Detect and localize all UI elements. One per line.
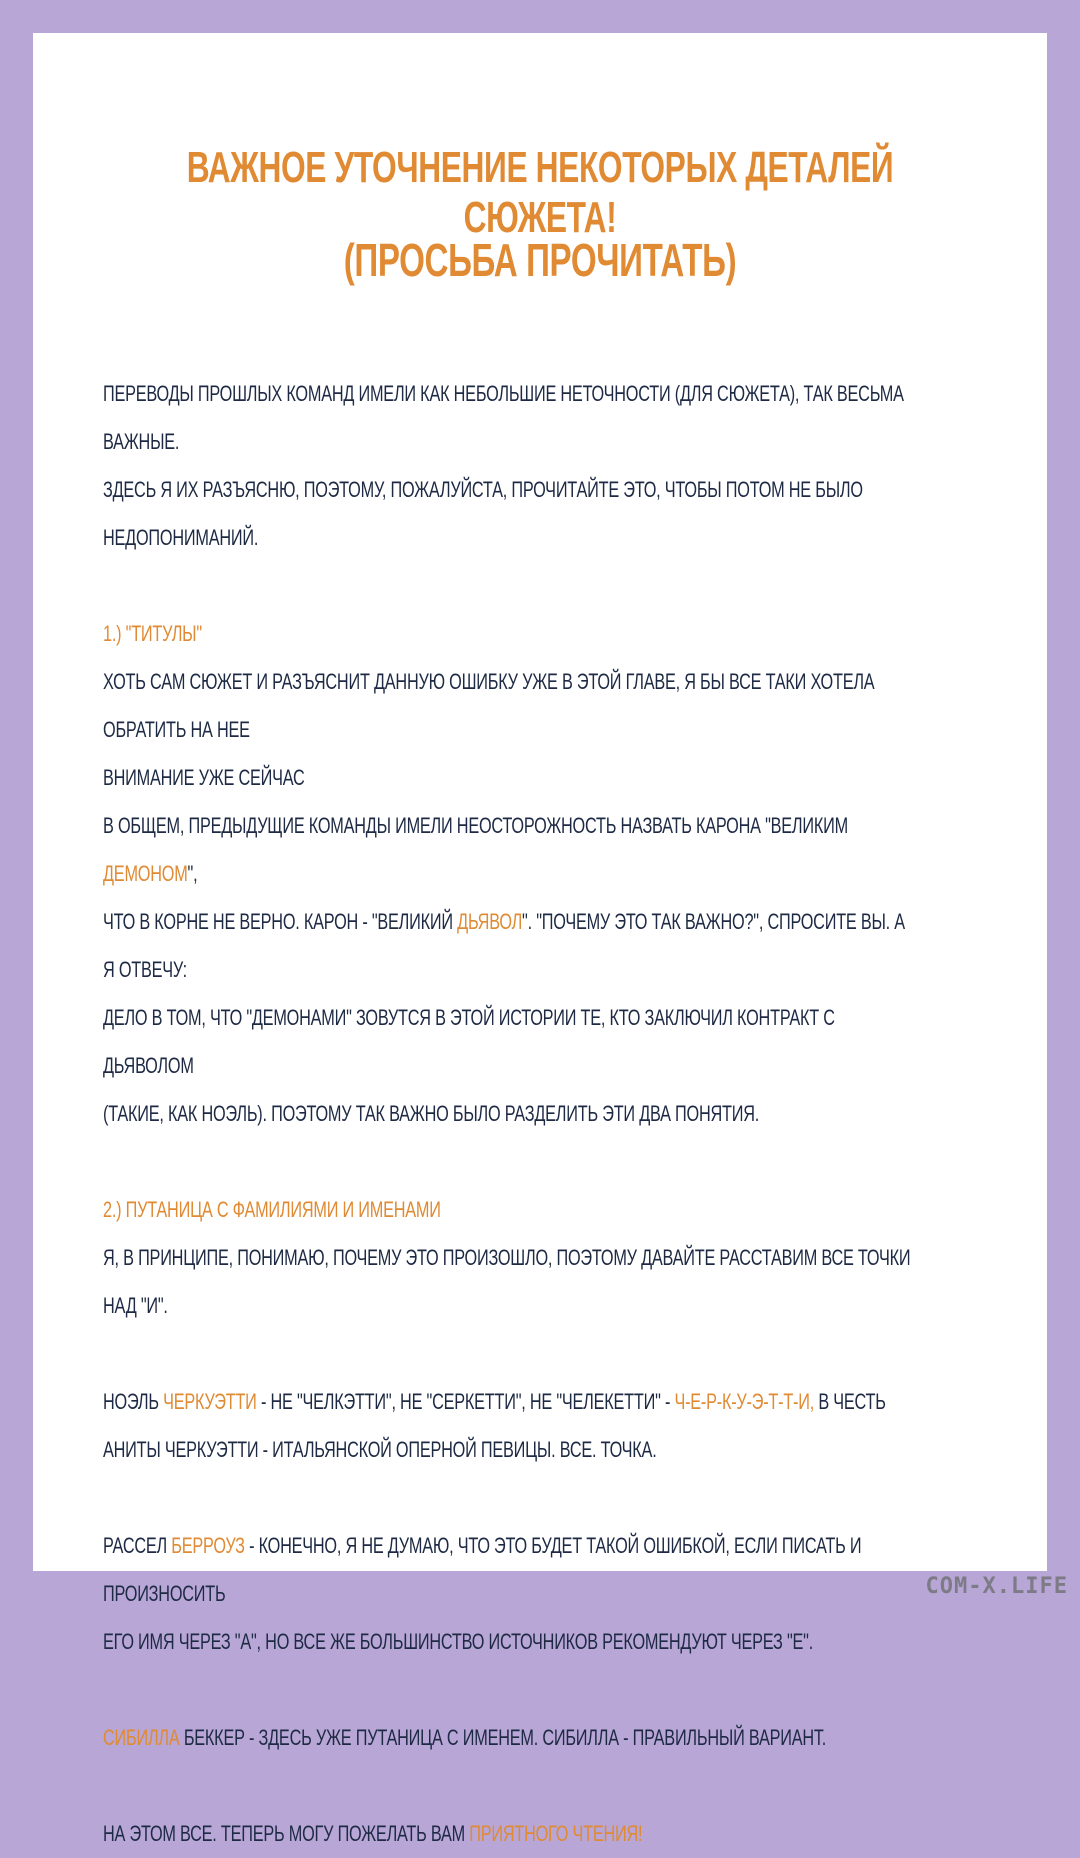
- text-span: В ЧЕСТЬ: [814, 1389, 886, 1414]
- section-1-line: [103, 898, 917, 994]
- section-1-line: [103, 802, 917, 898]
- text-span: - КОНЕЧНО, Я НЕ ДУМАЮ, ЧТО ЭТО БУДЕТ ТАКОЙ ОШИБКОЙ, ЕСЛИ ПИСАТЬ И ПРОИЗНОСИТЬ: [103, 1533, 862, 1606]
- section-1-line: ХОТЬ САМ СЮЖЕТ И РАЗЪЯСНИТ ДАННУЮ ОШИБКУ УЖЕ В ЭТОЙ ГЛАВЕ, Я БЫ ВСЕ ТАКИ ХОТЕЛА ОБРАТИТЬ НА НЕЕ: [103, 669, 875, 742]
- text-span: РАССЕЛ: [103, 1533, 172, 1558]
- section-1-line: ВНИМАНИЕ УЖЕ СЕЙЧАС: [103, 765, 305, 790]
- sibylla-line: [103, 1714, 917, 1762]
- russell-line: [103, 1522, 917, 1618]
- highlight-surname: ЧЕРКУЭТТИ: [163, 1389, 257, 1414]
- intro-line: ЗДЕСЬ Я ИХ РАЗЪЯСНЮ, ПОЭТОМУ, ПОЖАЛУЙСТА, ПРОЧИТАЙТЕ ЭТО, ЧТОБЫ ПОТОМ НЕ БЫЛО: [103, 477, 863, 502]
- text-span: В ОБЩЕМ, ПРЕДЫДУЩИЕ КОМАНДЫ ИМЕЛИ НЕОСТОРОЖНОСТЬ НАЗВАТЬ КАРОНА "ВЕЛИКИМ: [103, 813, 848, 838]
- text-span: НОЭЛЬ: [103, 1389, 164, 1414]
- text-span: - НЕ "ЧЕЛКЭТТИ", НЕ "СЕРКЕТТИ", НЕ "ЧЕЛЕКЕТТИ" -: [256, 1389, 675, 1414]
- highlight-name: СИБИЛЛА: [103, 1725, 180, 1750]
- section-1-heading: 1.) "ТИТУЛЫ": [103, 621, 202, 646]
- text-span: БЕККЕР - ЗДЕСЬ УЖЕ ПУТАНИЦА С ИМЕНЕМ. СИБИЛЛА - ПРАВИЛЬНЫЙ ВАРИАНТ.: [179, 1725, 827, 1750]
- text-span: НА ЭТОМ ВСЕ. ТЕПЕРЬ МОГУ ПОЖЕЛАТЬ ВАМ: [103, 1821, 470, 1846]
- intro-line: ПЕРЕВОДЫ ПРОШЛЫХ КОМАНД ИМЕЛИ КАК НЕБОЛЬШИЕ НЕТОЧНОСТИ (ДЛЯ СЮЖЕТА), ТАК ВЕСЬМА ВАЖНЫЕ.: [103, 381, 904, 454]
- watermark: COM-X.LIFE: [925, 1574, 1068, 1599]
- text-span: ",: [187, 861, 198, 886]
- section-1-line: (ТАКИЕ, КАК НОЭЛЬ). ПОЭТОМУ ТАК ВАЖНО БЫЛО РАЗДЕЛИТЬ ЭТИ ДВА ПОНЯТИЯ.: [103, 1101, 760, 1126]
- noel-line: АНИТЫ ЧЕРКУЭТТИ - ИТАЛЬЯНСКОЙ ОПЕРНОЙ ПЕВИЦЫ. ВСЕ. ТОЧКА.: [103, 1437, 657, 1462]
- text-span: ". "ПОЧЕМУ ЭТО ТАК ВАЖНО?", СПРОСИТЕ ВЫ. А Я ОТВЕЧУ:: [103, 909, 905, 982]
- highlight-spelling: Ч-Е-Р-К-У-Э-Т-Т-И,: [674, 1389, 815, 1414]
- section-2-heading: 2.) ПУТАНИЦА С ФАМИЛИЯМИ И ИМЕНАМИ: [103, 1197, 441, 1222]
- russell-line: ЕГО ИМЯ ЧЕРЕЗ "А", НО ВСЕ ЖЕ БОЛЬШИНСТВО ИСТОЧНИКОВ РЕКОМЕНДУЮТ ЧЕРЕЗ "Е".: [103, 1629, 814, 1654]
- page-title: ВАЖНОЕ УТОЧНЕНИЕ НЕКОТОРЫХ ДЕТАЛЕЙ СЮЖЕТА!: [186, 143, 894, 242]
- closing-line: [103, 1810, 917, 1858]
- highlight-devil: ДЬЯВОЛ: [457, 909, 523, 934]
- page-subtitle: (ПРОСЬБА ПРОЧИТАТЬ): [343, 234, 737, 286]
- highlight-demon: ДЕМОНОМ: [103, 861, 188, 886]
- noel-line: [103, 1378, 917, 1426]
- highlight-closing: ПРИЯТНОГО ЧТЕНИЯ!: [469, 1821, 643, 1846]
- text-span: ЧТО В КОРНЕ НЕ ВЕРНО. КАРОН - "ВЕЛИКИЙ: [103, 909, 458, 934]
- section-1-line: ДЕЛО В ТОМ, ЧТО "ДЕМОНАМИ" ЗОВУТСЯ В ЭТОЙ ИСТОРИИ ТЕ, КТО ЗАКЛЮЧИЛ КОНТРАКТ С ДЬЯВОЛОМ: [103, 1005, 835, 1078]
- intro-line: НЕДОПОНИМАНИЙ.: [103, 525, 259, 550]
- notice-body: [103, 370, 917, 1858]
- section-2-line: Я, В ПРИНЦИПЕ, ПОНИМАЮ, ПОЧЕМУ ЭТО ПРОИЗОШЛО, ПОЭТОМУ ДАВАЙТЕ РАССТАВИМ ВСЕ ТОЧКИ НАД "И".: [103, 1245, 911, 1318]
- highlight-surname: БЕРРОУЗ: [171, 1533, 245, 1558]
